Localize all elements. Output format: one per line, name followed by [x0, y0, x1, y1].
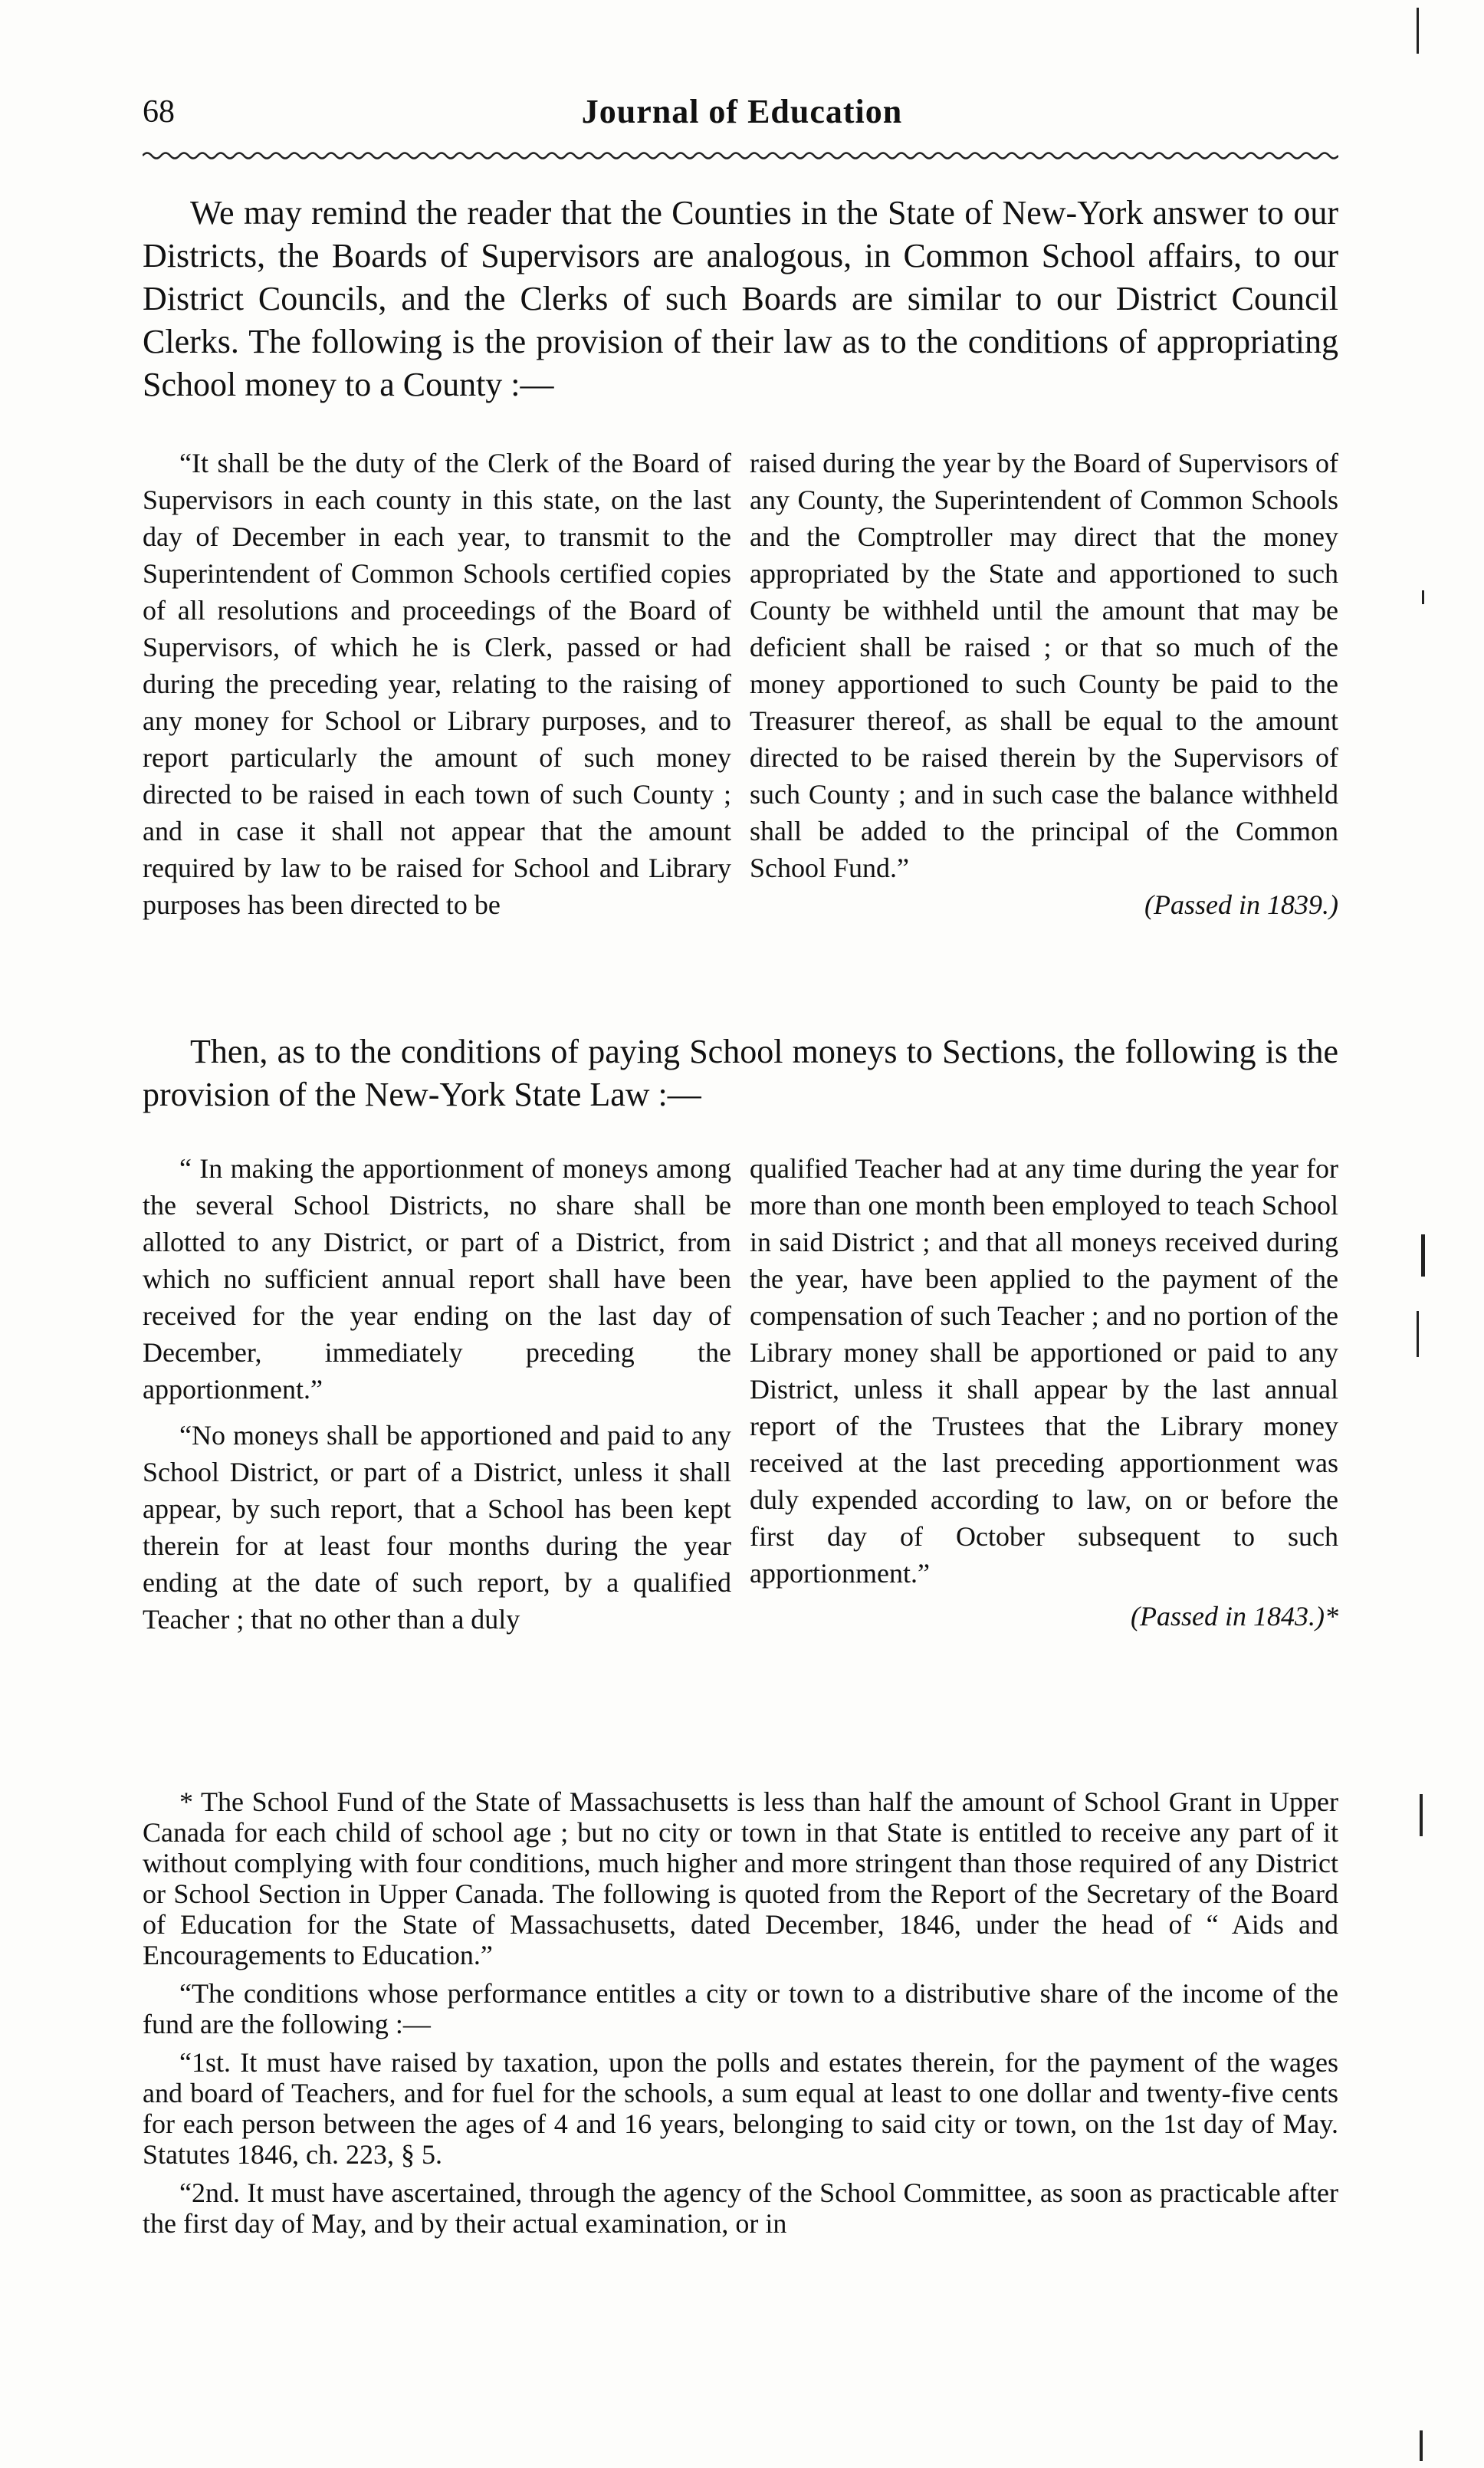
scan-mark	[1421, 1234, 1425, 1277]
scan-mark	[1420, 1794, 1423, 1836]
scan-mark	[1420, 2430, 1423, 2461]
mid-paragraph	[143, 1030, 1338, 1116]
quote-1839-left-text: “It shall be the duty of the Clerk of the Board of Supervisors in each county in this state, on the last day of December in each year, to transmit to the Superintendent of Common Schools certified copies of all resolutions and proceedings of the Board of Supervisors, of which he is Clerk, passed or had during the preceding year, relating to the raising of any money for School or Library purposes, and to report particularly the amount of such money directed to be raised in each town of such County ; and in case it shall not appear that the amount required by law to be raised for School and Library purposes has been directed to be	[143, 448, 731, 920]
passed-1839: (Passed in 1839.)	[1144, 889, 1338, 920]
footnote-p1: * The School Fund of the State of Massachusetts is less than half the amount of School Grant in Upper Canada for each child of school age ; but no city or town in that State is entitled to receive any part of it without complying with four conditions, much higher and more stringent than those required of any District or School Section in Upper Canada. The following is quoted from the Report of the Secretary of the Board of Education for the State of Massachusetts, dated December, 1846, under the head of “ Aids and Encouragements to Education.”	[143, 1786, 1338, 1970]
quote-1843-left-p2: “No moneys shall be apportioned and paid to any School District, or part of a District, unless it shall appear, by such report, that a School has been kept therein for at least four months during the year ending at the date of such report, by a qualified Teacher ; that no other than a duly	[143, 1420, 731, 1635]
intro-paragraph	[143, 192, 1338, 406]
footnote-p3: “1st. It must have raised by taxation, upon the polls and estates therein, for the payment of the wages and board of Teachers, and for fuel for the schools, a sum equal at least to one dollar and twenty-five cents for each person between the ages of 4 and 16 years, belonging to said city or town, on the 1st day of May. Statutes 1846, ch. 223, § 5.	[143, 2047, 1338, 2170]
wavy-rule	[143, 150, 1338, 161]
footnote	[143, 1786, 1338, 2246]
quote-1843	[143, 1150, 1338, 1638]
footnote-p4: “2nd. It must have ascertained, through the agency of the School Committee, as soon as practicable after the first day of May, and by their actual examination, or in	[143, 2177, 1338, 2239]
mid-text: Then, as to the conditions of paying School moneys to Sections, the following is the provision of the New-York State Law :—	[143, 1033, 1338, 1113]
quote-1839	[143, 445, 1338, 923]
quote-1839-right-text: raised during the year by the Board of Supervisors of any County, the Superintendent of Common Schools and the Comptroller may direct that the money appropriated by the State and apportioned to such County be withheld until the amount that may be deficient shall be raised ; or that so much of the money apportioned to such County be paid to the Treasurer thereof, as shall be equal to the amount directed to be raised therein by the Supervisors of such County ; and in such case the balance withheld shall be added to the principal of the Common School Fund.”	[750, 448, 1338, 883]
scan-mark	[1422, 590, 1424, 604]
passed-1843: (Passed in 1843.)*	[1131, 1601, 1338, 1632]
intro-text: We may remind the reader that the Counties in the State of New-York answer to our Districts, the Boards of Supervisors are analogous, in Common School affairs, to our District Councils, and the Clerks of such Boards are similar to our District Council Clerks. The following is the provision of their law as to the conditions of appropriating School money to a County :—	[143, 194, 1338, 403]
quote-1839-right-column	[750, 445, 1338, 923]
scan-mark	[1417, 8, 1419, 54]
quote-1839-left-column	[143, 445, 731, 923]
quote-1843-right-column	[750, 1150, 1338, 1638]
footnote-p2: “The conditions whose performance entitles a city or town to a distributive share of the income of the fund are the following :—	[143, 1978, 1338, 2039]
scan-mark	[1417, 1311, 1419, 1357]
running-title: Journal of Education	[581, 93, 903, 130]
quote-1843-right-text: qualified Teacher had at any time during the year for more than one month been employed to teach School in said District ; and that all moneys received during the year, have been applied to the payment of the compensation of such Teacher ; and no portion of the Library money shall be apportioned or paid to any District, unless it shall appear by the last annual report of the Trustees that the Library money received at the last preceding apportionment was duly expended according to law, on or before the first day of October subsequent to such apportionment.”	[750, 1153, 1338, 1589]
page-number: 68	[143, 94, 175, 130]
quote-1843-left-p1: “ In making the apportionment of moneys among the several School Districts, no share shall be allotted to any District, or part of a District, from which no sufficient annual report shall have been received for the year ending on the last day of December, immediately preceding the apportionment.”	[143, 1153, 731, 1405]
quote-1843-left-column	[143, 1150, 731, 1638]
